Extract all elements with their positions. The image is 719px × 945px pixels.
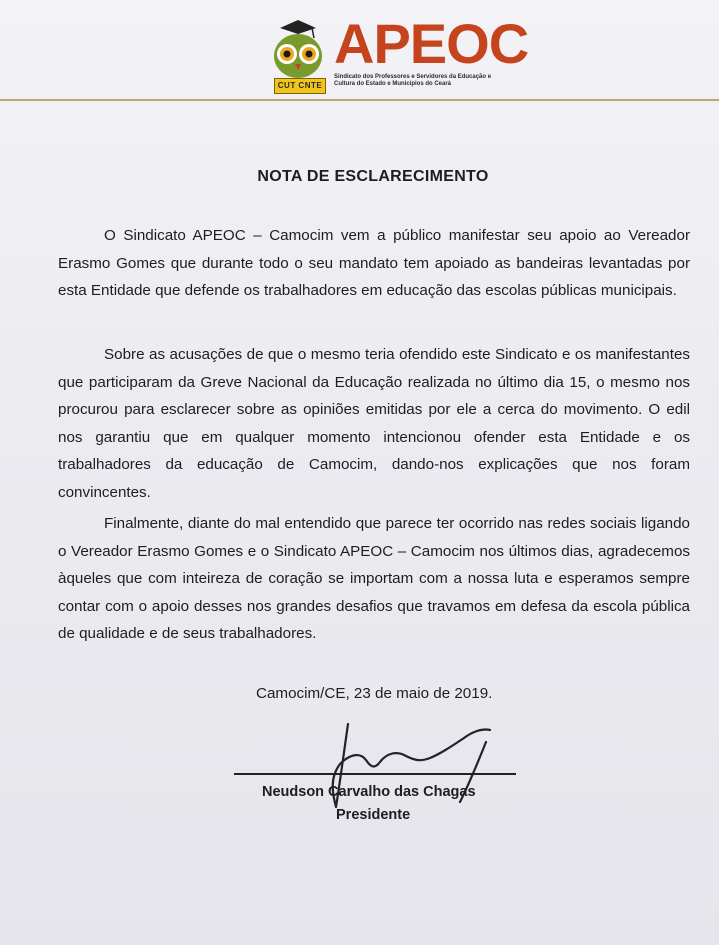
place-date: Camocim/CE, 23 de maio de 2019. <box>256 685 493 702</box>
signer-role: Presidente <box>336 807 411 823</box>
paragraph-1: O Sindicato APEOC – Camocim vem a público manifestar seu apoio ao Vereador Erasmo Gomes que durante todo o seu mandato tem apoiado as bandeiras levantadas por esta Entidade que defende os trabalhadores em educação das escolas públicas municipais. <box>58 227 690 300</box>
cut-cnte-badge: CUT CNTE <box>274 78 326 94</box>
header-divider <box>0 99 719 101</box>
letterhead <box>0 0 719 100</box>
page-title: NOTA DE ESCLARECIMENTO <box>257 168 489 185</box>
handwritten-signature <box>300 712 510 847</box>
brand-name: APEOC <box>334 12 529 75</box>
signature-line <box>234 773 516 775</box>
signer-name: Neudson Carvalho das Chagas <box>262 784 476 800</box>
brand-tagline: Sindicato dos Professores e Servidores da Educação e Cultura do Estado e Municípios do Ceará <box>334 74 492 87</box>
apeoc-logo <box>268 12 529 94</box>
paragraph-2: Sobre as acusações de que o mesmo teria ofendido este Sindicato e os manifestantes que participaram da Greve Nacional da Educação realizada no último dia 15, o mesmo nos procurou para esclarecer sobre as opiniões emitidas por ele a cerca do movimento. O edil nos garantiu que em qualquer momento intencionou ofender esta Entidade e os trabalhadores da educação de Camocim, dando-nos explicações que nos foram convincentes. <box>58 346 690 501</box>
paragraph-3: Finalmente, diante do mal entendido que parece ter ocorrido nas redes sociais ligando o Vereador Erasmo Gomes e o Sindicato APEOC – Camocim nos últimos dias, agradecemos àqueles que com inteireza de coração se importam com a nossa luta e esperamos sempre contar com o apoio desses nos grandes desafios que travamos em defesa da escola pública de qualidade e de seus trabalhadores. <box>58 515 690 643</box>
